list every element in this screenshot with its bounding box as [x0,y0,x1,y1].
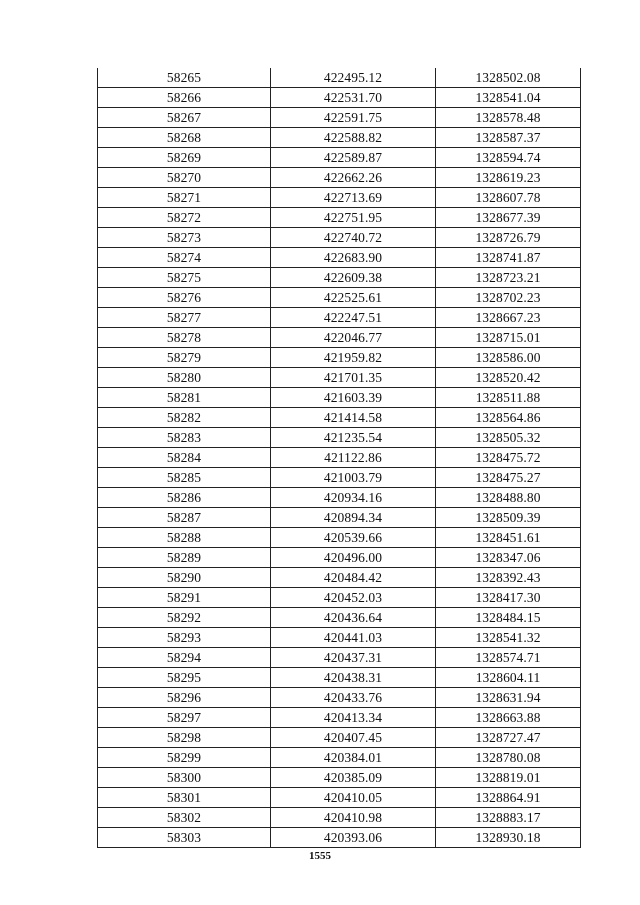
y-coordinate-cell: 1328663.88 [436,708,581,728]
point-id-cell: 58279 [98,348,271,368]
y-coordinate-cell: 1328715.01 [436,328,581,348]
point-id-cell: 58302 [98,808,271,828]
x-coordinate-cell: 422713.69 [271,188,436,208]
y-coordinate-cell: 1328541.32 [436,628,581,648]
y-coordinate-cell: 1328541.04 [436,88,581,108]
y-coordinate-cell: 1328819.01 [436,768,581,788]
y-coordinate-cell: 1328564.86 [436,408,581,428]
table-row [98,108,581,128]
x-coordinate-cell: 421603.39 [271,388,436,408]
point-id-cell: 58301 [98,788,271,808]
x-coordinate-cell: 420384.01 [271,748,436,768]
table-row [98,468,581,488]
point-id-cell: 58297 [98,708,271,728]
table-row [98,168,581,188]
x-coordinate-cell: 422751.95 [271,208,436,228]
point-id-cell: 58285 [98,468,271,488]
x-coordinate-cell: 422740.72 [271,228,436,248]
x-coordinate-cell: 420438.31 [271,668,436,688]
point-id-cell: 58287 [98,508,271,528]
table-row [98,748,581,768]
x-coordinate-cell: 420894.34 [271,508,436,528]
point-id-cell: 58290 [98,568,271,588]
table-row [98,348,581,368]
y-coordinate-cell: 1328741.87 [436,248,581,268]
table-row [98,288,581,308]
table-row [98,208,581,228]
table-row [98,308,581,328]
y-coordinate-cell: 1328619.23 [436,168,581,188]
point-id-cell: 58274 [98,248,271,268]
y-coordinate-cell: 1328484.15 [436,608,581,628]
x-coordinate-cell: 420436.64 [271,608,436,628]
table-row [98,768,581,788]
y-coordinate-cell: 1328488.80 [436,488,581,508]
x-coordinate-cell: 422591.75 [271,108,436,128]
point-id-cell: 58278 [98,328,271,348]
x-coordinate-cell: 420484.42 [271,568,436,588]
x-coordinate-cell: 420410.05 [271,788,436,808]
y-coordinate-cell: 1328864.91 [436,788,581,808]
y-coordinate-cell: 1328780.08 [436,748,581,768]
point-id-cell: 58273 [98,228,271,248]
x-coordinate-cell: 420437.31 [271,648,436,668]
table-row [98,368,581,388]
point-id-cell: 58298 [98,728,271,748]
table-row [98,248,581,268]
x-coordinate-cell: 420934.16 [271,488,436,508]
point-id-cell: 58293 [98,628,271,648]
point-id-cell: 58271 [98,188,271,208]
table-row [98,628,581,648]
table-row [98,688,581,708]
y-coordinate-cell: 1328511.88 [436,388,581,408]
x-coordinate-cell: 421701.35 [271,368,436,388]
table-row [98,88,581,108]
table-row [98,568,581,588]
y-coordinate-cell: 1328594.74 [436,148,581,168]
y-coordinate-cell: 1328587.37 [436,128,581,148]
table-row [98,148,581,168]
table-row [98,228,581,248]
table-row [98,428,581,448]
y-coordinate-cell: 1328347.06 [436,548,581,568]
table-row [98,608,581,628]
point-id-cell: 58276 [98,288,271,308]
y-coordinate-cell: 1328509.39 [436,508,581,528]
x-coordinate-cell: 420452.03 [271,588,436,608]
y-coordinate-cell: 1328574.71 [436,648,581,668]
y-coordinate-cell: 1328702.23 [436,288,581,308]
point-id-cell: 58299 [98,748,271,768]
point-id-cell: 58300 [98,768,271,788]
x-coordinate-cell: 422662.26 [271,168,436,188]
x-coordinate-cell: 421235.54 [271,428,436,448]
point-id-cell: 58280 [98,368,271,388]
point-id-cell: 58277 [98,308,271,328]
table-row [98,268,581,288]
x-coordinate-cell: 421959.82 [271,348,436,368]
coordinate-table [97,68,581,848]
page-number: 1555 [309,850,331,862]
x-coordinate-cell: 422525.61 [271,288,436,308]
table-row [98,548,581,568]
point-id-cell: 58270 [98,168,271,188]
y-coordinate-cell: 1328677.39 [436,208,581,228]
table-row [98,668,581,688]
table-row [98,808,581,828]
table-row [98,188,581,208]
x-coordinate-cell: 421414.58 [271,408,436,428]
x-coordinate-cell: 422609.38 [271,268,436,288]
x-coordinate-cell: 422531.70 [271,88,436,108]
point-id-cell: 58289 [98,548,271,568]
table-row [98,388,581,408]
x-coordinate-cell: 420393.06 [271,828,436,848]
point-id-cell: 58284 [98,448,271,468]
x-coordinate-cell: 420539.66 [271,528,436,548]
point-id-cell: 58296 [98,688,271,708]
table-row [98,728,581,748]
table-row [98,828,581,848]
table-row [98,788,581,808]
y-coordinate-cell: 1328667.23 [436,308,581,328]
x-coordinate-cell: 421003.79 [271,468,436,488]
x-coordinate-cell: 422046.77 [271,328,436,348]
table-row [98,588,581,608]
x-coordinate-cell: 422683.90 [271,248,436,268]
x-coordinate-cell: 420496.00 [271,548,436,568]
y-coordinate-cell: 1328586.00 [436,348,581,368]
y-coordinate-cell: 1328723.21 [436,268,581,288]
table-row [98,448,581,468]
x-coordinate-cell: 422495.12 [271,68,436,88]
y-coordinate-cell: 1328883.17 [436,808,581,828]
y-coordinate-cell: 1328631.94 [436,688,581,708]
y-coordinate-cell: 1328451.61 [436,528,581,548]
y-coordinate-cell: 1328475.27 [436,468,581,488]
x-coordinate-cell: 420433.76 [271,688,436,708]
point-id-cell: 58288 [98,528,271,548]
point-id-cell: 58281 [98,388,271,408]
point-id-cell: 58266 [98,88,271,108]
point-id-cell: 58286 [98,488,271,508]
point-id-cell: 58292 [98,608,271,628]
table-row [98,408,581,428]
table-row [98,488,581,508]
table-row [98,128,581,148]
coordinate-table-body [98,68,581,848]
y-coordinate-cell: 1328578.48 [436,108,581,128]
x-coordinate-cell: 422247.51 [271,308,436,328]
y-coordinate-cell: 1328505.32 [436,428,581,448]
y-coordinate-cell: 1328607.78 [436,188,581,208]
y-coordinate-cell: 1328726.79 [436,228,581,248]
x-coordinate-cell: 420441.03 [271,628,436,648]
point-id-cell: 58267 [98,108,271,128]
y-coordinate-cell: 1328604.11 [436,668,581,688]
table-row [98,648,581,668]
y-coordinate-cell: 1328930.18 [436,828,581,848]
y-coordinate-cell: 1328502.08 [436,68,581,88]
y-coordinate-cell: 1328392.43 [436,568,581,588]
table-row [98,328,581,348]
table-row [98,528,581,548]
x-coordinate-cell: 420413.34 [271,708,436,728]
y-coordinate-cell: 1328520.42 [436,368,581,388]
y-coordinate-cell: 1328727.47 [436,728,581,748]
x-coordinate-cell: 422588.82 [271,128,436,148]
x-coordinate-cell: 422589.87 [271,148,436,168]
table-row [98,68,581,88]
x-coordinate-cell: 420407.45 [271,728,436,748]
x-coordinate-cell: 420385.09 [271,768,436,788]
point-id-cell: 58294 [98,648,271,668]
x-coordinate-cell: 421122.86 [271,448,436,468]
y-coordinate-cell: 1328417.30 [436,588,581,608]
point-id-cell: 58283 [98,428,271,448]
x-coordinate-cell: 420410.98 [271,808,436,828]
table-row [98,508,581,528]
point-id-cell: 58295 [98,668,271,688]
table-row [98,708,581,728]
point-id-cell: 58282 [98,408,271,428]
point-id-cell: 58275 [98,268,271,288]
point-id-cell: 58268 [98,128,271,148]
point-id-cell: 58269 [98,148,271,168]
y-coordinate-cell: 1328475.72 [436,448,581,468]
point-id-cell: 58272 [98,208,271,228]
point-id-cell: 58265 [98,68,271,88]
point-id-cell: 58291 [98,588,271,608]
point-id-cell: 58303 [98,828,271,848]
